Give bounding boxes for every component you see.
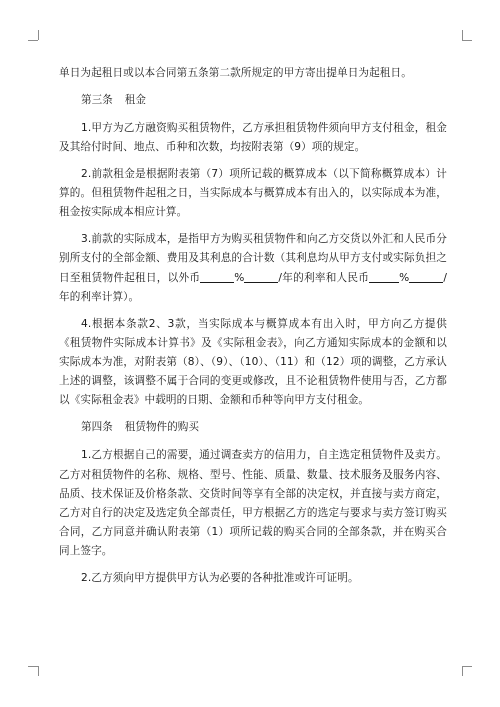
intro-paragraph: 单日为起租日或以本合同第五条第二款所规定的甲方寄出提单日为起租日。 (59, 67, 412, 79)
clause-3-text-c: /年的利率计算）。 (59, 271, 447, 303)
crop-mark-top-left (38, 30, 39, 40)
section-4-clause-1: 1.乙方根据自己的需要，通过调查卖方的信用力，自主选定租赁物件及卖方。乙方对租赁物件的名称、规格、型号、性能、质量、数量、技术服务及服务内容、品质、技术保证及价格条款、交货时间等享有全部的决定权，并直接与卖方商定，乙方对自行的决定及选定负全部责任，甲方根据乙方的选定与要求与卖方签订购买合同，乙方同意并确认附表第（1）项所记载的购买合同的全部条款，并在购买合同上签字。 (59, 449, 447, 558)
rmb-blank[interactable] (369, 270, 399, 283)
section-4-number: 第四条 (81, 421, 113, 434)
foreign-rate-blank[interactable] (244, 270, 278, 283)
percent-sign: % (234, 271, 245, 284)
section-3-clause-3 (59, 230, 447, 307)
section-4-clause-2: 2.乙方须向甲方提供甲方认为必要的各种批准或许可证明。 (81, 572, 359, 585)
crop-mark-top-right (462, 40, 472, 41)
section-4-title: 租赁物件的购买 (124, 421, 199, 434)
percent-sign: % (399, 271, 410, 284)
crop-mark-bottom-left (28, 666, 38, 667)
rmb-rate-blank[interactable] (409, 270, 443, 283)
section-3-heading (59, 91, 447, 110)
section-3-clause-4: 4.根据本条款2、3款，当实际成本与概算成本有出入时，甲方向乙方提供《租赁物件实际成本计算书》及《实际租金表》，向乙方通知实际成本的金额和以实际成本为准，对附表第（8）、（9）、（10）、（11）和（12）项的调整，乙方承认上述的调整，该调整不属于合同的变更或修改，且不论租赁物件使用与否，乙方都以《实际租金表》中载明的日期、金额和币种等向甲方支付租金。 (59, 317, 447, 407)
crop-mark-bottom-right (462, 666, 472, 667)
clause-3-text-a: 3.前款的实际成本，是指甲方为购买租赁物件和向乙方交货以外汇和人民币分别所支付的全部金额、费用及其利息的合计数（其利息均从甲方支付或实际负担之日至租赁物件起租日，以外币 (59, 233, 447, 284)
section-4-heading (59, 418, 447, 437)
crop-mark-bottom-left (38, 666, 39, 676)
section-3-clause-1: 1.甲方为乙方融资购买租赁物件，乙方承担租赁物件须向甲方支付租金，租金及其给付时间、地点、币种和次数，均按附表第（9）项的规定。 (59, 122, 447, 154)
crop-mark-bottom-right (462, 666, 463, 676)
document-body (59, 64, 447, 596)
foreign-currency-blank[interactable] (200, 270, 234, 283)
section-3-clause-2: 2.前款租金是根据附表第（7）项所记载的概算成本（以下简称概算成本）计算的。但租赁物件起租之日，当实际成本与概算成本有出入的，以实际成本为准，租金按实际成本相应计算。 (59, 168, 447, 219)
section-3-title: 租金 (124, 93, 146, 106)
crop-mark-top-left (28, 40, 38, 41)
crop-mark-top-right (462, 30, 463, 40)
section-3-number: 第三条 (81, 93, 113, 106)
clause-3-text-b: /年的利率和人民币 (278, 271, 370, 284)
